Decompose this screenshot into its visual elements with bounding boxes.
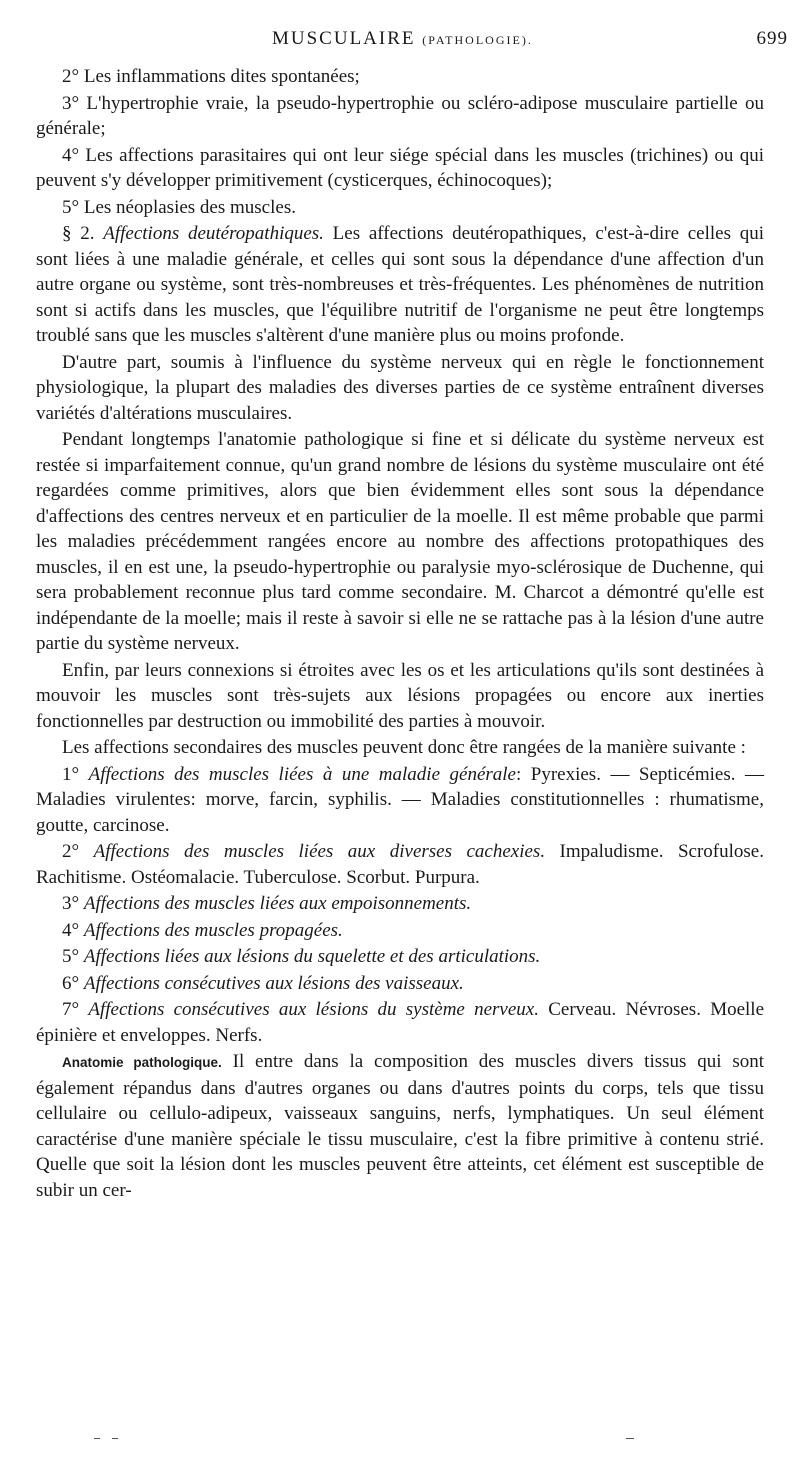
list-rest: Cerveau. Névroses. Moelle épinière et enveloppes. Nerfs. xyxy=(36,999,765,1046)
list-rest: Impaludisme. Scrofulose. Rachitisme. Ostéomalacie. Tuberculose. Scorbut. Purpura. xyxy=(36,841,764,888)
running-header xyxy=(0,28,800,58)
page-body xyxy=(36,64,764,1204)
footer-dash xyxy=(112,1438,118,1439)
paragraph-text: 5° Les néoplasies des muscles. xyxy=(62,196,296,218)
list-number: 4° xyxy=(62,919,80,941)
list-item xyxy=(36,971,764,997)
list-italic: Affections des muscles liées aux diverses cachexies. xyxy=(93,841,546,862)
footer-dash xyxy=(626,1438,634,1439)
paragraph-text: Les affections deutéropathiques, c'est-à-dire celles qui sont liées à une maladie générale, et celles qui sont sous la dépendance d'une affection d'un autre organe ou système, sont très-nombreuses et très-fréquentes. Les phénomènes de nutrition sont si actifs dans les muscles, que l'équilibre nutritif de l'organisme ne peut être longtemps troublé sans que les muscles s'altèrent d'une manière plus ou moins profonde. xyxy=(36,223,765,346)
list-italic: Affections consécutives aux lésions des vaisseaux. xyxy=(83,972,464,994)
list-italic: Affections des muscles liées aux empoisonnements. xyxy=(83,893,472,914)
paragraph-text: 4° Les affections parasitaires qui ont leur siége spécial dans les muscles (trichines) ou qui peuvent s'y développer primitivement (cysticerques, échinocoques); xyxy=(36,144,764,191)
list-number: 7° xyxy=(62,999,80,1020)
list-italic: Affections des muscles liées à une maladie générale xyxy=(88,763,516,785)
list-number: 3° xyxy=(62,893,80,914)
list-italic: Affections liées aux lésions du squelette et des articulations. xyxy=(83,946,541,967)
section-heading: Affections deutéropathiques. xyxy=(103,223,324,244)
header-title: MUSCULAIRE xyxy=(272,28,416,49)
list-item xyxy=(36,918,764,944)
list-item xyxy=(36,891,764,917)
paragraph-text: Il entre dans la composition des muscles divers tissus qui sont également répandus dans d'autres organes ou dans d'autres points du corps, tels que tissu cellulaire ou cellulo-adipeux, vaisseaux sanguins, nerfs, lymphatiques. Un seul élément caractérise d'une manière spéciale le tissu musculaire, c'est la fibre primitive à contenu strié. Quelle que soit la lésion dont les muscles peuvent être atteints, cet élément est susceptible de subir un cer- xyxy=(36,1051,764,1201)
paragraph-text: D'autre part, soumis à l'influence du système nerveux qui en règle le fonctionnement physiologique, la plupart des maladies des diverses parties de ce système entraînent diverses variétés d'altérations musculaires. xyxy=(36,351,764,424)
anatomy-heading: Anatomie pathologique. xyxy=(62,1055,222,1070)
anatomy-paragraph xyxy=(36,1049,764,1203)
paragraph xyxy=(36,735,764,761)
footer-dash xyxy=(94,1438,100,1439)
list-italic: Affections consécutives aux lésions du système nerveux. xyxy=(88,999,539,1020)
list-number: 2° xyxy=(62,841,80,862)
paragraph-text: 2° Les inflammations dites spontanées; xyxy=(62,66,360,87)
paragraph-text: 3° L'hypertrophie vraie, la pseudo-hypertrophie ou scléro-adipose musculaire partielle ou générale; xyxy=(36,92,764,139)
paragraph-item-5 xyxy=(36,195,764,221)
list-rest: : Pyrexies. — Septicémies. — Maladies virulentes: morve, farcin, syphilis. — Maladies constitutionnelles : rhumatisme, goutte, carcinose. xyxy=(36,763,764,836)
section-paragraph-2 xyxy=(36,221,764,349)
paragraph-text: Enfin, par leurs connexions si étroites avec les os et les articulations qu'ils sont destinées à mouvoir les muscles sont très-sujets aux lésions propagées ou encore aux inerties fonctionnelles par destruction ou immobilité des parties à mouvoir. xyxy=(36,659,764,732)
list-item xyxy=(36,997,764,1048)
list-item xyxy=(36,839,764,890)
list-item xyxy=(36,944,764,970)
list-italic: Affections des muscles propagées. xyxy=(83,919,343,941)
list-number: 1° xyxy=(62,763,80,785)
list-number: 6° xyxy=(62,972,80,994)
header-subtitle: (PATHOLOGIE). xyxy=(422,33,533,47)
list-item xyxy=(36,762,764,839)
paragraph-item-3 xyxy=(36,91,764,142)
running-title xyxy=(272,28,533,50)
list-number: 5° xyxy=(62,946,80,967)
section-number: § 2. xyxy=(62,223,104,244)
footer-marks xyxy=(0,1438,800,1452)
paragraph xyxy=(36,350,764,427)
paragraph-text: Les affections secondaires des muscles peuvent donc être rangées de la manière suivante : xyxy=(62,737,746,758)
paragraph-item-4 xyxy=(36,143,764,194)
paragraph xyxy=(36,658,764,735)
paragraph xyxy=(36,427,764,657)
page-number: 699 xyxy=(756,28,788,49)
paragraph-item-2 xyxy=(36,64,764,90)
paragraph-text: Pendant longtemps l'anatomie pathologique si fine et si délicate du système nerveux est restée si imparfaitement connue, qu'un grand nombre de lésions du système musculaire ont été regardées comme primitives, alors que bien évidemment elles sont sous la dépendance d'affections des centres nerveux et en particulier de la moelle. Il est même probable que parmi les maladies précédemment rangées encore au nombre des affections protopathiques des muscles, il en est une, la pseudo-hypertrophie ou paralysie myo-sclérosique de Duchenne, qui sera probablement reconnue plus tard comme secondaire. M. Charcot a démontré qu'elle est indépendante de la moelle; mais il reste à savoir si elle ne se rattache pas à la lésion d'une autre partie du système nerveux. xyxy=(36,429,764,654)
